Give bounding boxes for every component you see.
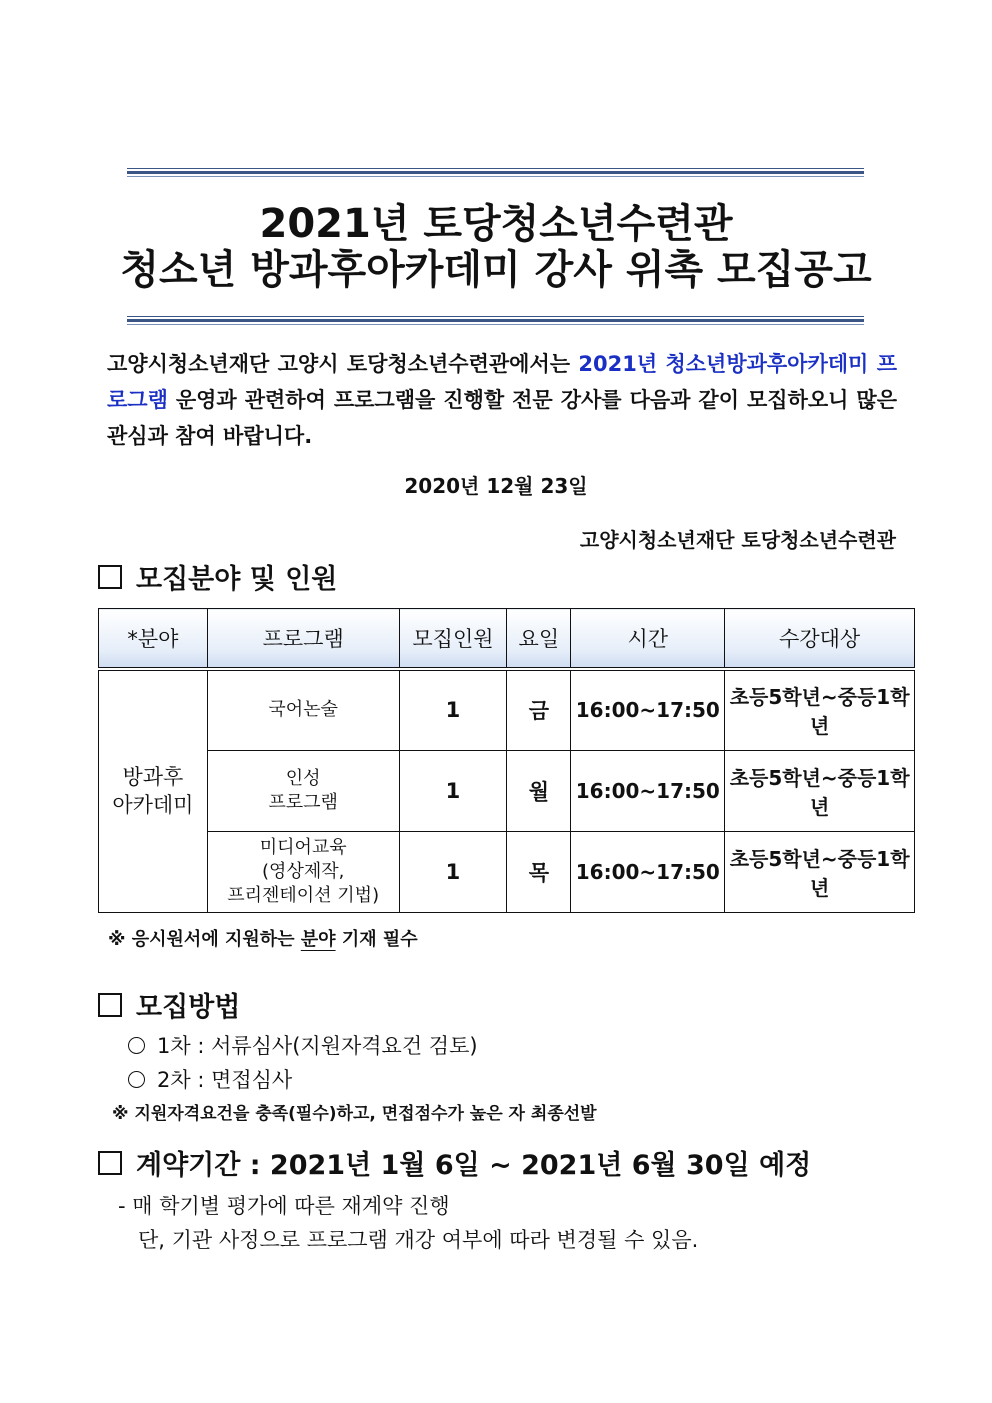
- field-cell: 방과후 아카데미: [99, 669, 208, 912]
- intro-paragraph: [107, 346, 897, 454]
- day-cell: 목: [507, 831, 571, 912]
- section-recruitment-method: [98, 990, 240, 1026]
- section-3-title: 계약기간 : 2021년 1월 6일 ~ 2021년 6월 30일 예정: [136, 1150, 812, 1181]
- program-cell: 인성 프로그램: [207, 750, 399, 831]
- checkbox-square-icon: [98, 993, 122, 1017]
- count-cell: 1: [399, 831, 507, 912]
- count-cell: 1: [399, 750, 507, 831]
- title-line-1: 2021년 토당청소년수련관: [259, 201, 733, 247]
- header-program: 프로그램: [207, 609, 399, 670]
- table-row: [99, 669, 915, 750]
- intro-highlight: 2021년 청소년방과후아카데미 프로그램: [107, 352, 897, 412]
- target-cell: 초등5학년~중등1학년: [725, 750, 915, 831]
- target-cell: 초등5학년~중등1학년: [725, 669, 915, 750]
- program-cell: 미디어교육 (영상제작, 프리젠테이션 기법): [207, 831, 399, 912]
- contract-line-1: - 매 학기별 평가에 따른 재계약 진행: [118, 1194, 450, 1218]
- day-cell: 월: [507, 750, 571, 831]
- count-cell: 1: [399, 669, 507, 750]
- day-cell: 금: [507, 669, 571, 750]
- organization-name: 고양시청소년재단 토당청소년수련관: [579, 528, 896, 552]
- note-underline: 분야: [300, 929, 336, 950]
- checkbox-square-icon: [98, 565, 122, 589]
- section-contract-period: [98, 1148, 811, 1184]
- time-cell: 16:00~17:50: [571, 750, 725, 831]
- header-target: 수강대상: [725, 609, 915, 670]
- recruitment-table: [98, 608, 915, 913]
- table-row: [99, 750, 915, 831]
- bottom-rule: [127, 316, 864, 325]
- program-cell: 국어논술: [207, 669, 399, 750]
- checkbox-square-icon: [98, 1151, 122, 1175]
- method-item-1: 1차 : 서류심사(지원자격요건 검토): [128, 1030, 478, 1060]
- header-time: 시간: [571, 609, 725, 670]
- contract-line-2: 단, 기관 사정으로 프로그램 개강 여부에 따라 변경될 수 있음.: [138, 1228, 699, 1252]
- time-cell: 16:00~17:50: [571, 831, 725, 912]
- circle-bullet-icon: [128, 1037, 145, 1054]
- circle-bullet-icon: [128, 1071, 145, 1088]
- method-note: ※ 지원자격요건을 충족(필수)하고, 면접점수가 높은 자 최종선발: [112, 1104, 597, 1124]
- section-recruitment-field: [98, 562, 337, 598]
- header-field: *분야: [99, 609, 208, 670]
- intro-text-1: 고양시청소년재단 고양시 토당청소년수련관에서는: [107, 352, 579, 376]
- table-header-row: [99, 609, 915, 670]
- section-1-title: 모집분야 및 인원: [136, 564, 338, 595]
- time-cell: 16:00~17:50: [571, 669, 725, 750]
- target-cell: 초등5학년~중등1학년: [725, 831, 915, 912]
- intro-text-2: 운영과 관련하여 프로그램을 진행할 전문 강사를 다음과 같이 모집하오니 많은 관심과 참여 바랍니다.: [107, 388, 897, 448]
- header-day: 요일: [507, 609, 571, 670]
- method-item-2: 2차 : 면접심사: [128, 1064, 292, 1094]
- top-rule: [127, 168, 864, 177]
- notice-date: 2020년 12월 23일: [404, 474, 588, 498]
- header-count: 모집인원: [399, 609, 507, 670]
- title-line-2: 청소년 방과후아카데미 강사 위촉 모집공고: [120, 247, 872, 293]
- table-note: ※ 응시원서에 지원하는 분야 기재 필수: [108, 929, 418, 950]
- table-row: [99, 831, 915, 912]
- section-2-title: 모집방법: [136, 992, 241, 1023]
